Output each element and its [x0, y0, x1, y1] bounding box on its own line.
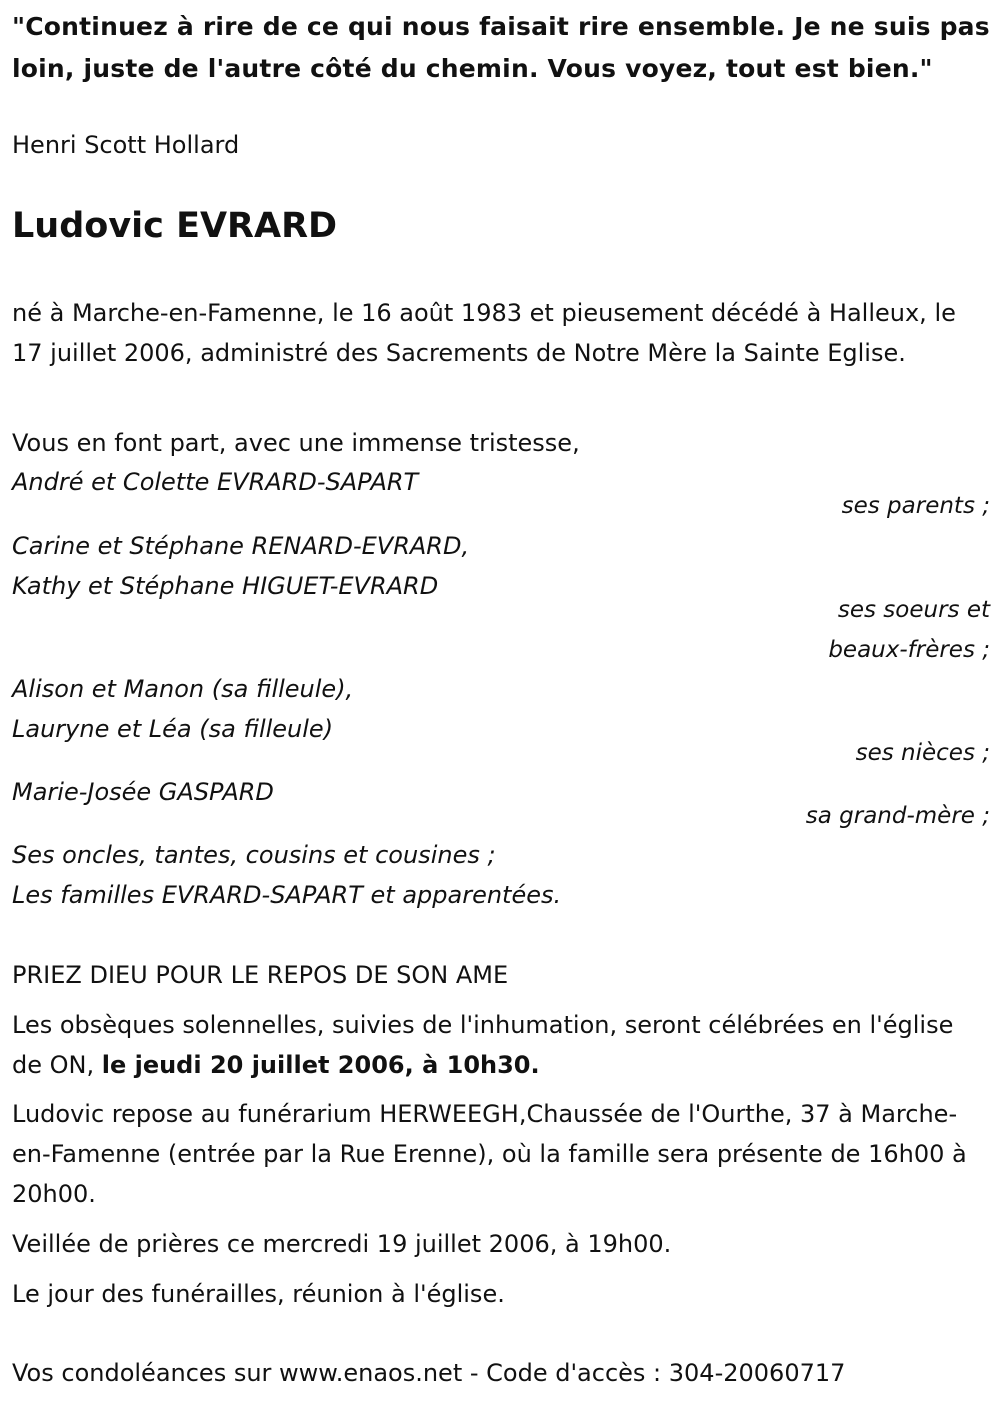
nieces-line-2: Lauryne et Léa (sa filleule) — [12, 715, 334, 743]
quote-text: "Continuez à rire de ce qui nous faisait rire ensemble. Je ne suis pas loin, juste de l'autre côté du chemin. Vous voyez, tout est bien." — [12, 12, 990, 83]
condolences-text: Vos condoléances sur www.enaos.net - Code d'accès : 304-20060717 — [12, 1359, 846, 1387]
meeting-text: Le jour des funérailles, réunion à l'église. — [12, 1280, 505, 1308]
siblings-relation-line-2: beaux-frères ; — [828, 637, 990, 663]
rests-at-paragraph: Ludovic repose au funérarium HERWEEGH,Chaussée de l'Ourthe, 37 à Marche-en-Famenne (entrée par la Rue Erenne), où la famille sera présente de 16h00 à 20h00. — [12, 1100, 967, 1208]
quote-author: Henri Scott Hollard — [12, 131, 240, 159]
funeral-text: Les obsèques solennelles, suivies de l'inhumation, seront célébrées en l'église de ON, — [12, 1011, 954, 1079]
parents-relation: ses parents ; — [841, 493, 990, 519]
birth-death-paragraph: né à Marche-en-Famenne, le 16 août 1983 et pieusement décédé à Halleux, le 17 juillet 2006, administré des Sacrements de Notre Mère la Sainte Eglise. — [12, 299, 956, 367]
grandmother-name: Marie-Josée GASPARD — [12, 778, 274, 806]
vigil-text: Veillée de prières ce mercredi 19 juillet 2006, à 19h00. — [12, 1230, 672, 1258]
grandmother-relation: sa grand-mère ; — [805, 803, 990, 829]
deceased-name: Ludovic EVRARD — [12, 206, 338, 246]
nieces-relation: ses nièces ; — [855, 740, 990, 766]
funeral-paragraph — [12, 1005, 990, 1085]
nieces-line-1: Alison et Manon (sa filleule), — [12, 675, 354, 703]
siblings-relation-line-1: ses soeurs et — [837, 597, 990, 623]
siblings-line-1: Carine et Stéphane RENARD-EVRARD, — [12, 532, 470, 560]
announcement-text: Vous en font part, avec une immense tristesse, — [12, 429, 580, 457]
prayer-request: PRIEZ DIEU POUR LE REPOS DE SON AME — [12, 961, 509, 989]
funeral-date-time: le jeudi 20 juillet 2006, à 10h30. — [101, 1051, 540, 1079]
extended-family-line-1: Ses oncles, tantes, cousins et cousines ; — [12, 841, 496, 869]
extended-family-line-2: Les familles EVRARD-SAPART et apparentées. — [12, 881, 562, 909]
parents-names: André et Colette EVRARD-SAPART — [12, 468, 419, 496]
siblings-line-2: Kathy et Stéphane HIGUET-EVRARD — [12, 572, 439, 600]
